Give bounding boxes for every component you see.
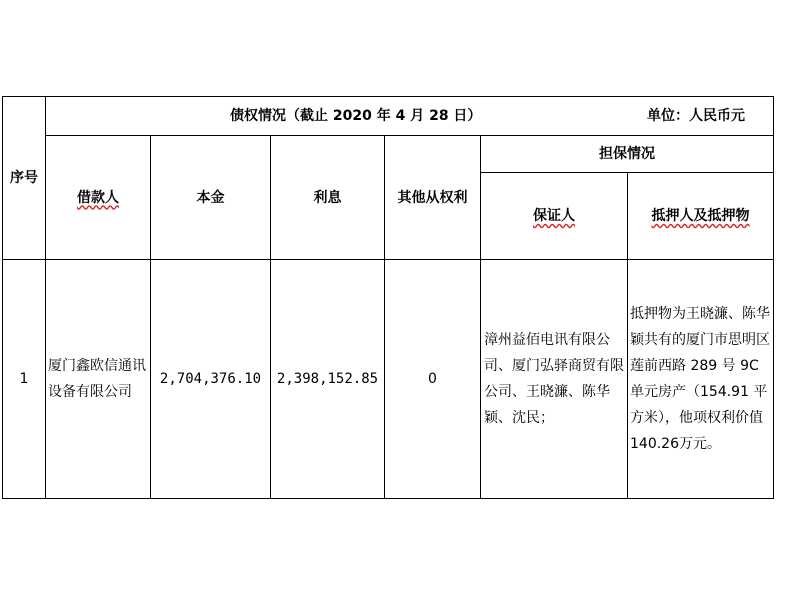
- principal-header: 本金: [151, 136, 271, 260]
- table-title-row: [46, 97, 774, 136]
- row-guarantor: 漳州益佰电讯有限公司、厦门弘驿商贸有限公司、王晓濂、陈华颖、沈民；: [481, 260, 628, 499]
- row-seq: 1: [3, 260, 46, 499]
- table-title: 债权情况（截止 2020 年 4 月 28 日）: [230, 108, 482, 124]
- row-principal: 2,704,376.10: [151, 260, 271, 499]
- borrower-header: 借款人: [46, 136, 151, 260]
- debt-table: [2, 96, 774, 499]
- row-borrower: 厦门鑫欧信通讯设备有限公司: [46, 260, 151, 499]
- currency-unit: 单位：人民币元: [647, 108, 745, 124]
- table-row: [3, 260, 774, 499]
- other-rights-header: 其他从权利: [385, 136, 481, 260]
- row-interest: 2,398,152.85: [271, 260, 385, 499]
- guarantee-header: 担保情况: [481, 136, 774, 173]
- row-other-rights: 0: [385, 260, 481, 499]
- interest-header: 利息: [271, 136, 385, 260]
- mortgage-header: 抵押人及抵押物: [628, 173, 774, 260]
- seq-header: 序号: [3, 97, 46, 260]
- row-mortgage: 抵押物为王晓濂、陈华颖共有的厦门市思明区莲前西路 289 号 9C 单元房产（154.91 平方米），他项权利价值 140.26万元。: [628, 260, 774, 499]
- guarantor-header: 保证人: [481, 173, 628, 260]
